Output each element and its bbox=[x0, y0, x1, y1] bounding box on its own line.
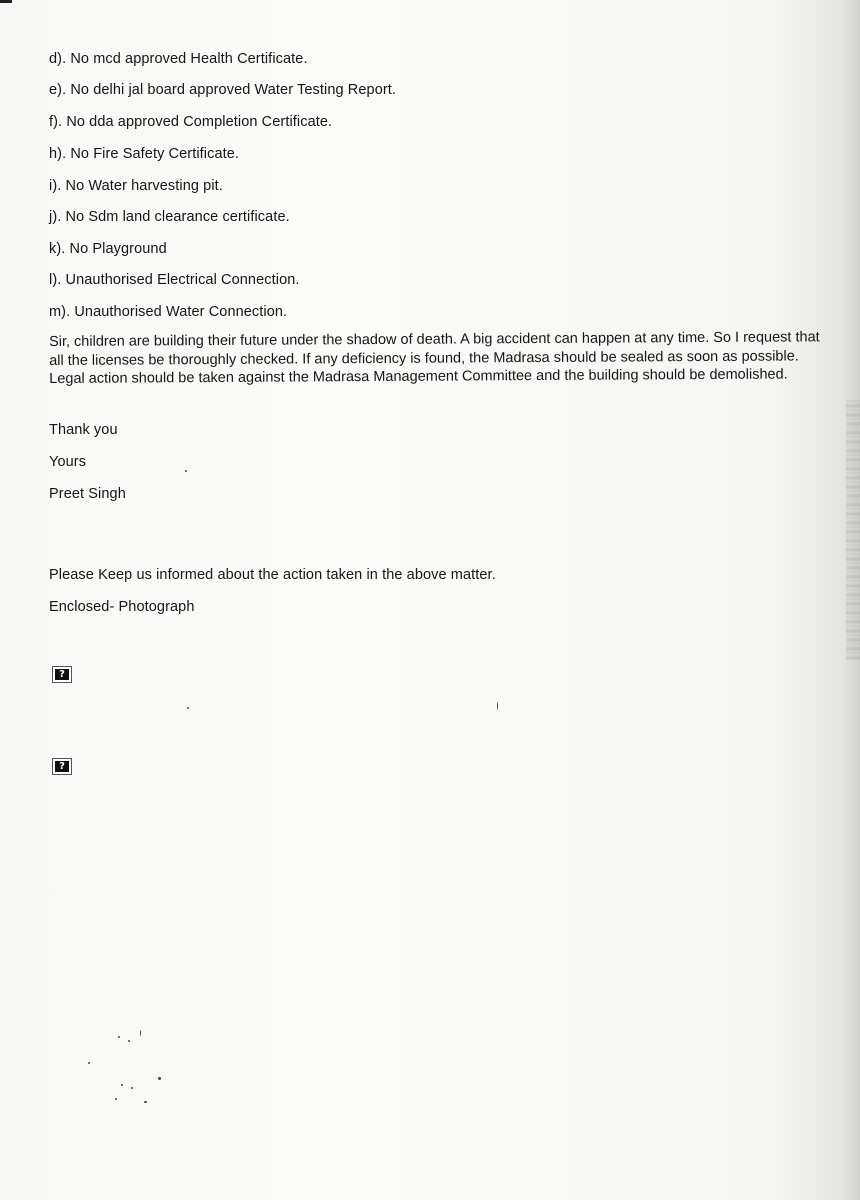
scan-speck bbox=[185, 470, 187, 472]
list-item: f). No dda approved Completion Certificate. bbox=[49, 114, 333, 130]
request-paragraph: Sir, children are building their future under the shadow of death. A big accident can happen at any time. So I request that all the licenses be thoroughly checked. If any deficiency is found, the Madrasa should be sealed as soon as possible. Legal action should be taken against the Madrasa Management Committee and the building should be demolished. bbox=[49, 329, 820, 387]
signature-name: Preet Singh bbox=[49, 486, 126, 502]
scan-speck bbox=[140, 1030, 141, 1036]
list-item: h). No Fire Safety Certificate. bbox=[49, 146, 240, 162]
scan-speck bbox=[88, 1062, 90, 1064]
enclosed-line: Enclosed- Photograph bbox=[49, 599, 195, 615]
list-item: m). Unauthorised Water Connection. bbox=[49, 304, 288, 320]
scan-speck bbox=[128, 1040, 130, 1042]
question-mark-glyph: ? bbox=[55, 669, 69, 680]
thanks-line: Thank you bbox=[49, 422, 118, 438]
scan-speck bbox=[121, 1084, 123, 1086]
scan-speck bbox=[118, 1036, 120, 1038]
scan-edge-shadow bbox=[846, 400, 860, 660]
list-item: j). No Sdm land clearance certificate. bbox=[49, 209, 290, 225]
list-item: l). Unauthorised Electrical Connection. bbox=[49, 272, 300, 288]
scan-corner-mark bbox=[0, 0, 12, 3]
scan-speck bbox=[158, 1077, 161, 1080]
scan-speck bbox=[187, 707, 189, 709]
list-item: e). No delhi jal board approved Water Testing Report. bbox=[49, 82, 397, 98]
list-item: k). No Playground bbox=[49, 241, 167, 257]
missing-image-icon bbox=[52, 758, 72, 775]
missing-image-icon bbox=[52, 666, 72, 683]
list-item: d). No mcd approved Health Certificate. bbox=[49, 51, 308, 67]
list-item: i). No Water harvesting pit. bbox=[49, 178, 223, 194]
scan-speck bbox=[144, 1101, 147, 1103]
scan-speck bbox=[497, 702, 498, 710]
question-mark-glyph: ? bbox=[55, 761, 69, 772]
keep-informed-line: Please Keep us informed about the action taken in the above matter. bbox=[49, 567, 496, 583]
scan-speck bbox=[115, 1098, 117, 1100]
yours-line: Yours bbox=[49, 454, 87, 470]
scan-speck bbox=[131, 1087, 133, 1089]
